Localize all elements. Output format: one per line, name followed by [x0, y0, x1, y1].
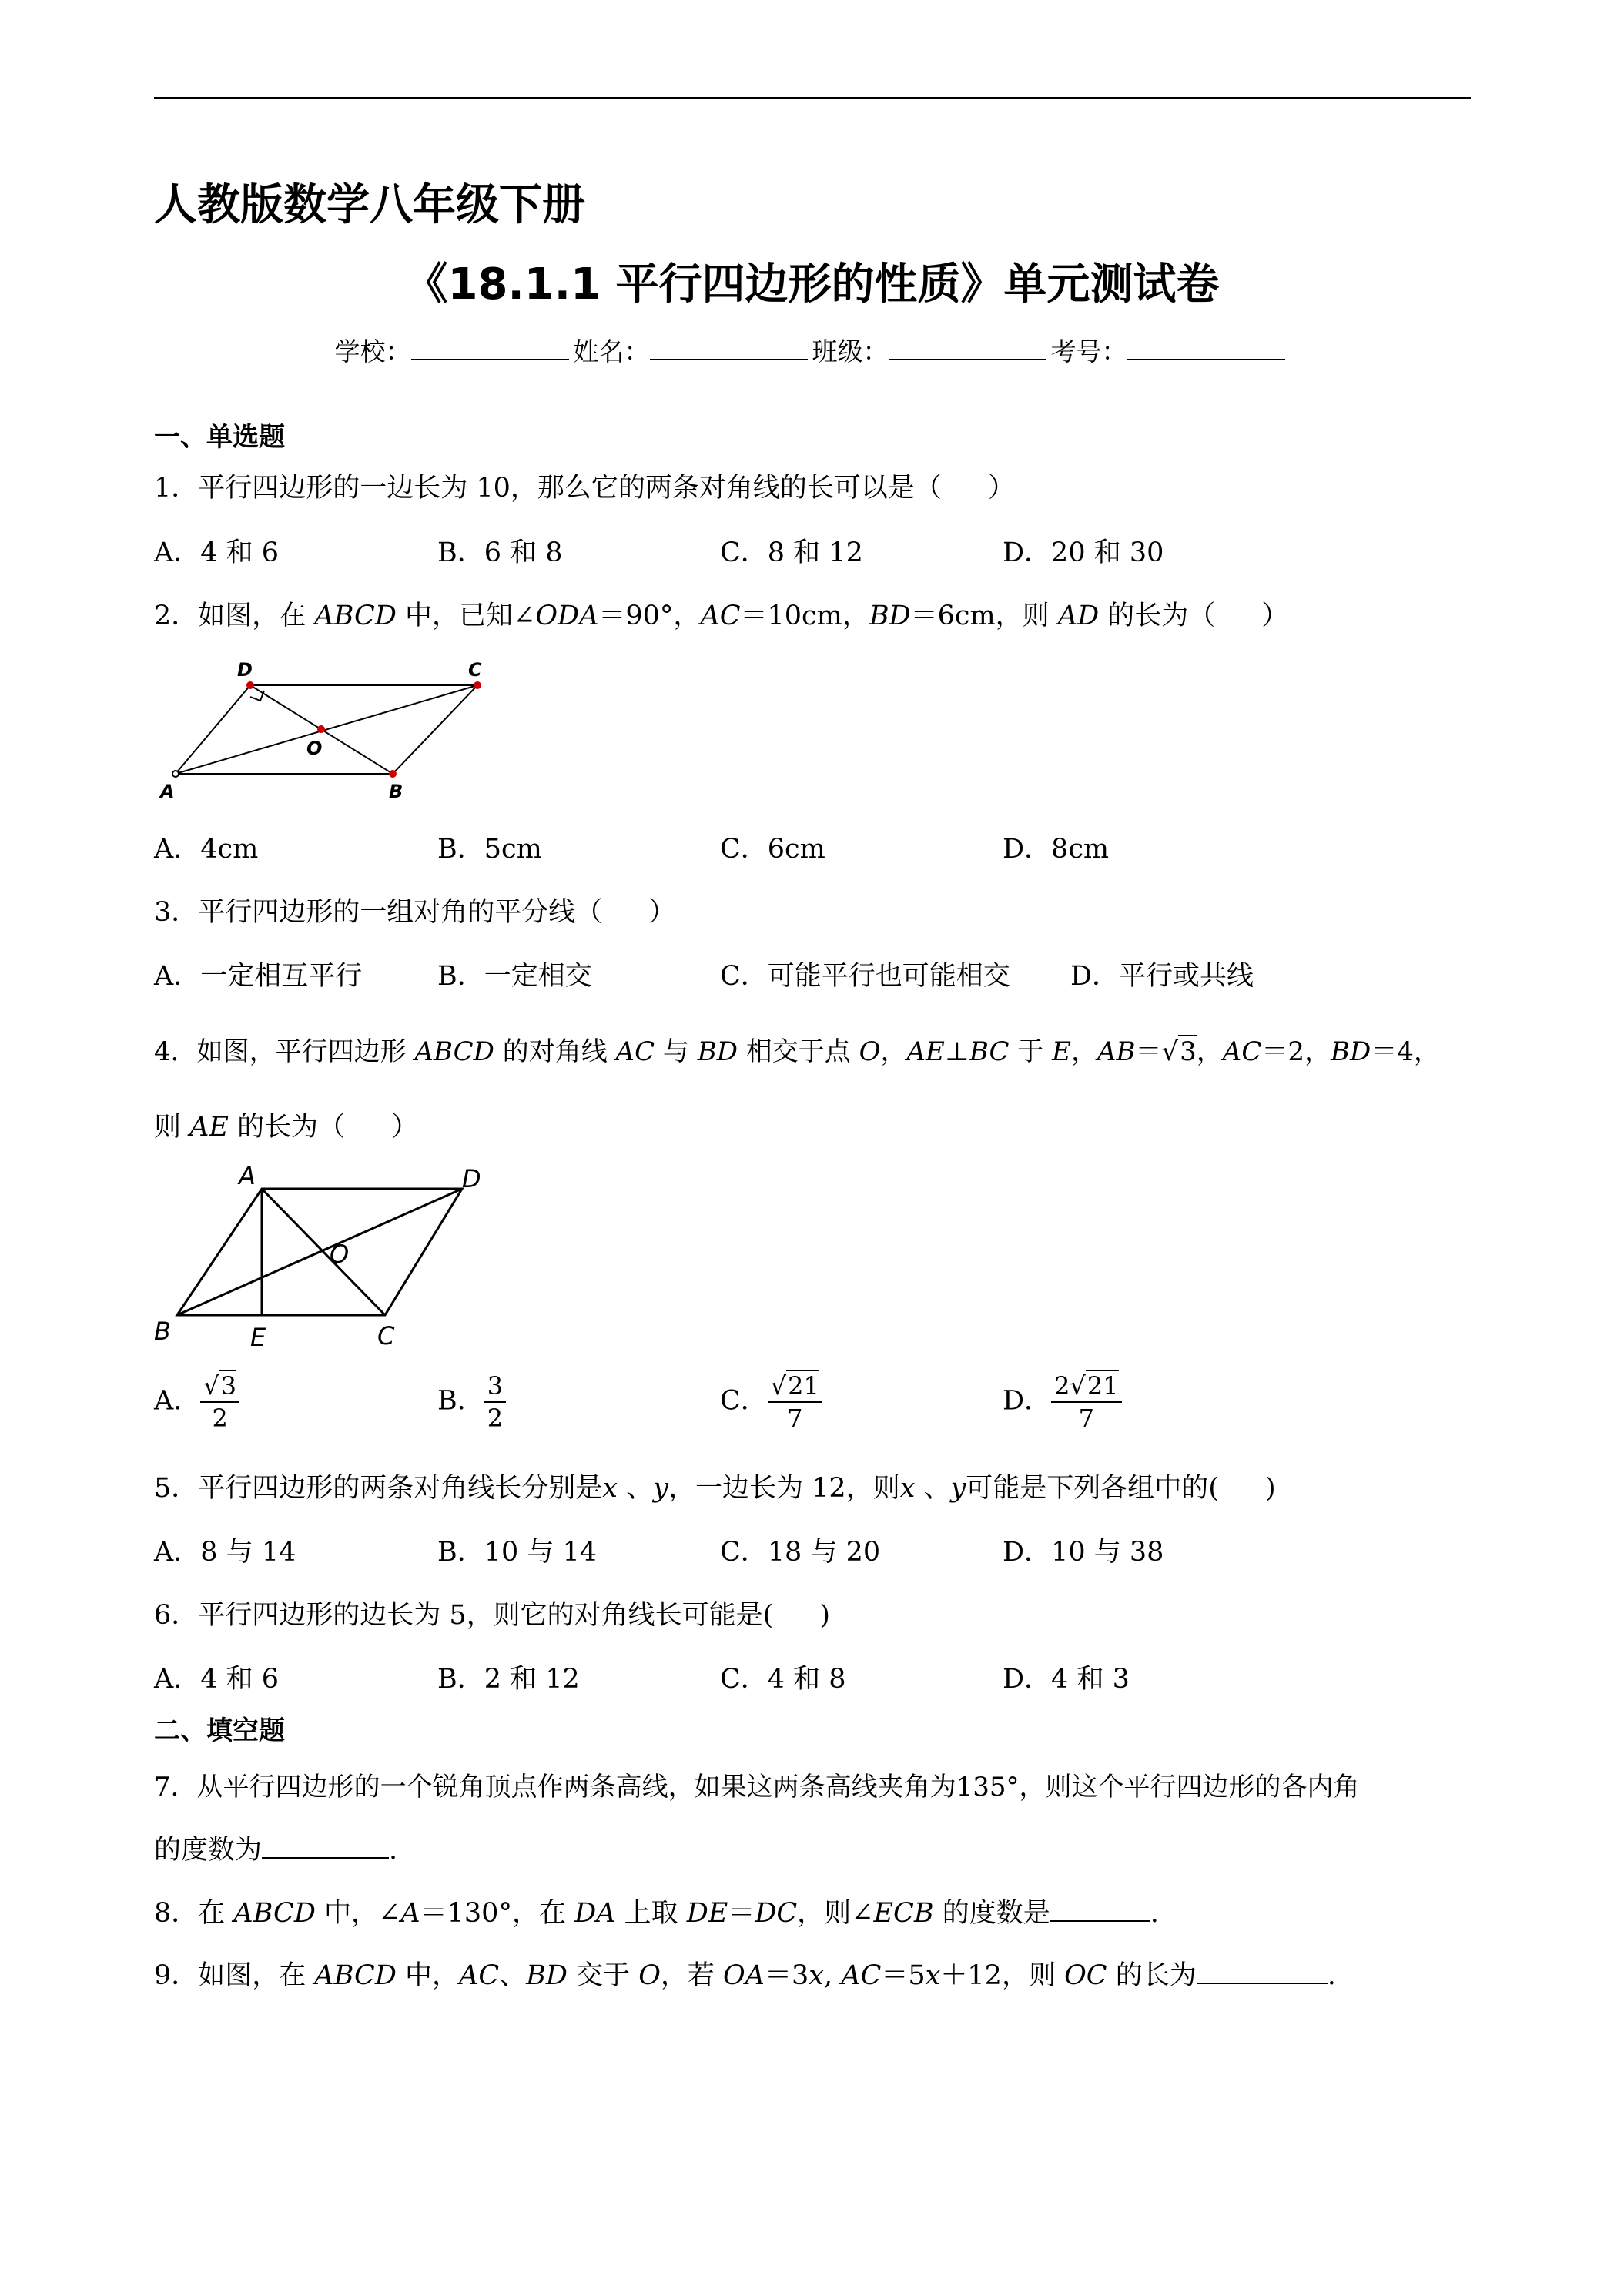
label-d: D [462, 1164, 481, 1193]
question-9: 9．如图，在 ABCD 中，AC、BD 交于 O，若 OA＝3x, AC＝5x＋12，则 OC 的长为 . [154, 1960, 1336, 1991]
question-2: 2．如图，在 ABCD 中，已知∠ODA＝90°，AC＝10cm，BD＝6cm，则 AD 的长为（ ） [154, 601, 1289, 631]
question-4: 4．如图，平行四边形 ABCD 的对角线 AC 与 BD 相交于点 O，AE⊥BC 于 E，AB＝√3，AC＝2，BD＝4， [154, 1036, 1440, 1067]
point-b [389, 770, 397, 778]
point-c [474, 681, 481, 689]
class-label: 班级： [812, 336, 889, 366]
school-blank[interactable] [411, 337, 569, 360]
q4-option-a[interactable]: A． $\frac{√3}{2}$ [154, 1371, 239, 1434]
q9-answer-blank[interactable] [1197, 1960, 1328, 1984]
question-6: 6．平行四边形的边长为 5，则它的对角线长可能是( ) [154, 1600, 830, 1631]
q5-option-b[interactable]: B．10 与 14 [437, 1537, 598, 1568]
exam-number-label: 考号： [1050, 336, 1127, 366]
question-5: 5．平行四边形的两条对角线长分别是x 、y，一边长为 12，则x 、y可能是下列各组中的( ) [154, 1473, 1276, 1504]
q5-option-a[interactable]: A．8 与 14 [154, 1537, 296, 1568]
page-title: 人教版数学八年级下册 [154, 180, 585, 230]
q6-option-a[interactable]: A．4 和 6 [154, 1664, 280, 1695]
label-e: E [250, 1323, 266, 1352]
point-a [172, 771, 179, 777]
question-8: 8．在 ABCD 中，∠A＝130°，在 DA 上取 DE＝DC，则∠ECB 的度数是 . [154, 1898, 1159, 1929]
label-a: A [160, 781, 175, 801]
q1-option-d[interactable]: D．20 和 30 [1003, 537, 1164, 568]
q2-option-c[interactable]: C．6cm [720, 834, 825, 865]
student-info-line [0, 332, 1624, 368]
question-1: 1．平行四边形的一边长为 10，那么它的两条对角线的长可以是（ ） [154, 473, 1015, 504]
q3-option-b[interactable]: B．一定相交 [437, 961, 592, 992]
q6-option-c[interactable]: C．4 和 8 [720, 1664, 846, 1695]
point-d [246, 681, 254, 689]
q2-figure [154, 654, 501, 801]
q1-option-c[interactable]: C．8 和 12 [720, 537, 863, 568]
class-blank[interactable] [889, 337, 1046, 360]
section-fill-in: 二、填空题 [154, 1715, 285, 1746]
question-4-line2: 则 AE 的长为（ ） [154, 1112, 419, 1143]
label-d: D [237, 659, 253, 681]
q4-option-d[interactable]: D． $\frac{2√21}{7}$ [1003, 1371, 1122, 1434]
label-b: B [154, 1317, 171, 1346]
name-blank[interactable] [650, 337, 808, 360]
label-o: O [306, 738, 323, 759]
question-7: 7．从平行四边形的一个锐角顶点作两条高线，如果这两条高线夹角为135°，则这个平行四边形的各内角 [154, 1772, 1360, 1802]
header-rule [154, 97, 1471, 99]
school-label: 学校： [334, 336, 411, 366]
label-b: B [389, 781, 403, 801]
question-7-line2: 的度数为 . [154, 1835, 398, 1866]
q7-answer-blank[interactable] [262, 1834, 389, 1859]
q3-option-d[interactable]: D．平行或共线 [1070, 961, 1254, 992]
q3-option-c[interactable]: C．可能平行也可能相交 [720, 961, 1010, 992]
name-label: 姓名： [573, 336, 650, 366]
q1-option-b[interactable]: B．6 和 8 [437, 537, 563, 568]
q3-option-a[interactable]: A．一定相互平行 [154, 961, 363, 992]
q6-option-d[interactable]: D．4 和 3 [1003, 1664, 1130, 1695]
q4-diagonal-ac [262, 1189, 385, 1315]
section-single-choice: 一、单选题 [154, 422, 285, 453]
q4-option-c[interactable]: C． $\frac{√21}{7}$ [720, 1371, 822, 1434]
label-o: O [330, 1240, 350, 1269]
q8-answer-blank[interactable] [1050, 1897, 1150, 1922]
label-c: C [468, 659, 482, 681]
q4-option-b[interactable]: B． $\frac{3}{2}$ [437, 1371, 506, 1434]
label-c: C [377, 1321, 395, 1350]
q2-diagonal-ac [176, 685, 477, 774]
q4-figure [154, 1161, 501, 1354]
question-3: 3．平行四边形的一组对角的平分线（ ） [154, 897, 676, 928]
label-a: A [239, 1161, 256, 1190]
q2-option-d[interactable]: D．8cm [1003, 834, 1110, 865]
q2-option-a[interactable]: A．4cm [154, 834, 259, 865]
exam-number-blank[interactable] [1127, 337, 1285, 360]
test-title: 《18.1.1 平行四边形的性质》单元测试卷 [404, 259, 1220, 310]
q2-option-b[interactable]: B．5cm [437, 834, 542, 865]
q5-option-c[interactable]: C．18 与 20 [720, 1537, 881, 1568]
q5-option-d[interactable]: D．10 与 38 [1003, 1537, 1164, 1568]
q1-option-a[interactable]: A．4 和 6 [154, 537, 280, 568]
q6-option-b[interactable]: B．2 和 12 [437, 1664, 580, 1695]
point-o [317, 725, 325, 733]
question-1-text: 1．平行四边形的一边长为 10，那么它的两条对角线的长可以是（ [154, 473, 942, 504]
